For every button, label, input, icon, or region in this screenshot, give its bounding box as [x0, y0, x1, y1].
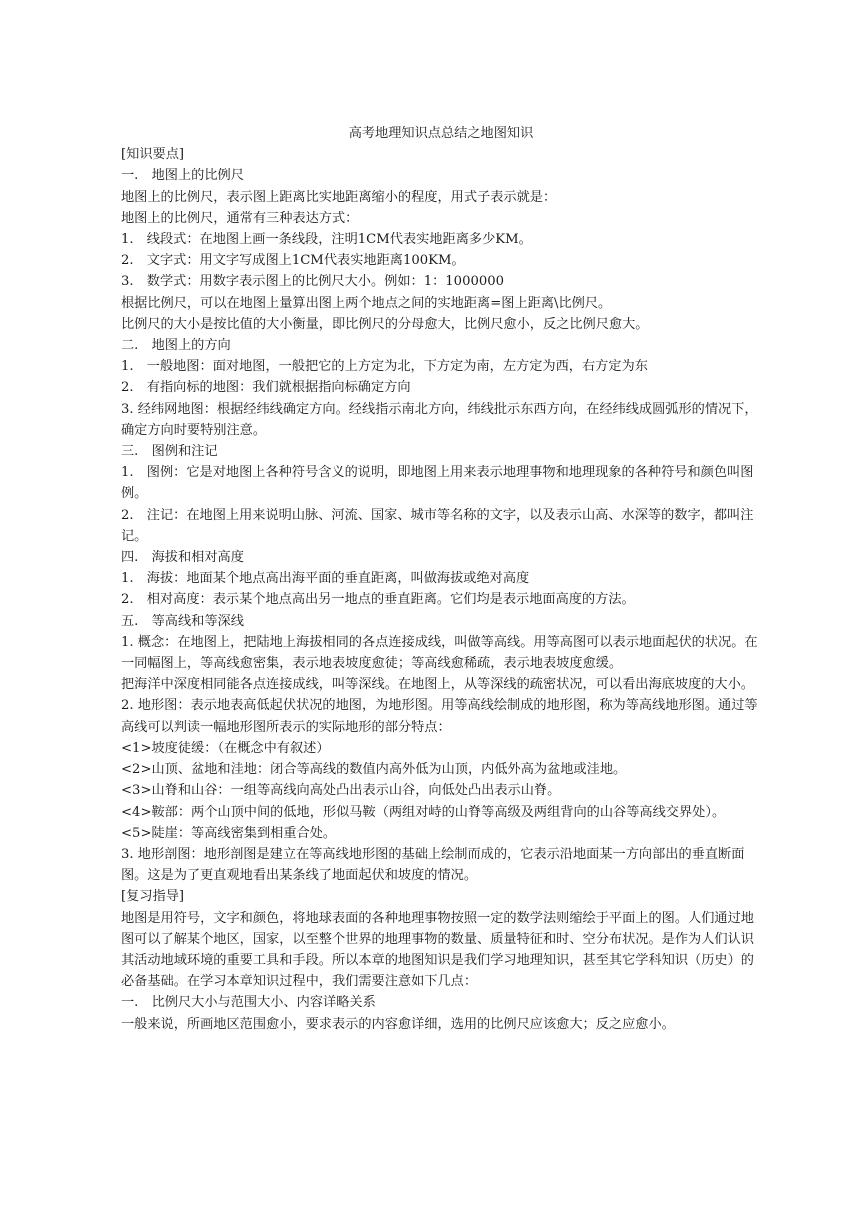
- list-item: 1. 一般地图：面对地图，一般把它的上方定为北，下方定为南，左方定为西，右方定为东: [121, 359, 648, 375]
- sub-item: <1>坡度徒缓：（在概念中有叙述）: [121, 740, 330, 756]
- list-item: 1. 图例：它是对地图上各种符号含义的说明，即地图上用来表示地理事物和地理现象的各种符号和颜色叫图例。: [121, 465, 754, 502]
- paragraph: 地图是用符号，文字和颜色，将地球表面的各种地理事物按照一定的数学法则缩绘于平面上的图。人们通过地图可以了解某个地区，国家，以至整个世界的地理事物的数量、质量特征和时、空分布状况。是作为人们认识其活动地域环境的重要工具和手段。所以本章的地图知识是我们学习地理知识，甚至其它学科知识（历史）的必备基础。在学习本章知识过程中，我们需要注意如下几点：: [121, 910, 754, 990]
- list-item: 2. 注记：在地图上用来说明山脉、河流、国家、城市等名称的文字，以及表示山高、水深等的数字，都叫注记。: [121, 507, 754, 544]
- document-title: 高考地理知识点总结之地图知识: [348, 126, 534, 141]
- paragraph: 一般来说，所画地区范围愈小，要求表示的内容愈详细，选用的比例尺应该愈大；反之应愈小。: [121, 1016, 675, 1032]
- list-item: 2. 地形图：表示地表高低起伏状况的地图，为地形图。用等高线绘制成的地形图，称为等高线地形图。通过等高线可以判读一幅地形图所表示的实际地形的部分特点：: [121, 698, 758, 735]
- list-item: 2. 有指向标的地图：我们就根据指向标确定方向: [121, 380, 411, 396]
- paragraph: 地图上的比例尺，表示图上距离比实地距离缩小的程度，用式子表示就是：: [121, 189, 557, 205]
- section-label-review-guide: [复习指导]: [121, 889, 185, 905]
- list-item: 2. 文字式：用文字写成图上1CM代表实地距离100KM。: [121, 253, 465, 269]
- heading-scale: 一. 地图上的比例尺: [121, 168, 244, 184]
- heading-legend: 三. 图例和注记: [121, 444, 218, 460]
- list-item: 1. 海拔：地面某个地点高出海平面的垂直距离，叫做海拔或绝对高度: [121, 571, 530, 587]
- sub-item: <5>陡崖：等高线密集到相重合处。: [121, 825, 337, 841]
- list-item: 1. 线段式：在地图上画一条线段，注明1CM代表实地距离多少KM。: [121, 232, 532, 248]
- heading-scale-relationship: 一. 比例尺大小与范围大小、内容详略关系: [121, 995, 376, 1011]
- document-body: [121, 123, 761, 1035]
- sub-item: <4>鞍部：两个山顶中间的低地，形似马鞍（两组对峙的山脊等高级及两组背向的山谷等高线交界处）。: [121, 804, 726, 820]
- sub-item: <3>山脊和山谷：一组等高线向高处凸出表示山谷，向低处凸出表示山脊。: [121, 783, 561, 799]
- list-item: 3. 经纬网地图：根据经纬线确定方向。经线指示南北方向，纬线批示东西方向，在经纬线成圆弧形的情况下，确定方向时要特别注意。: [121, 401, 758, 438]
- heading-elevation: 四. 海拔和相对高度: [121, 550, 244, 566]
- paragraph: 把海洋中深度相同能各点连接成线，叫等深线。在地图上，从等深线的疏密状况，可以看出海底坡度的大小。: [121, 677, 754, 693]
- list-item: 3. 地形剖图：地形剖图是建立在等高线地形图的基础上绘制而成的，它表示沿地面某一方向部出的垂直断面图。这是为了更直观地看出某条线了地面起伏和坡度的情况。: [121, 846, 745, 884]
- list-item: 1. 概念：在地图上，把陆地上海拔相同的各点连接成线，叫做等高线。用等高图可以表示地面起伏的状况。在一同幅图上，等高线愈密集，表示地表坡度愈徒；等高线愈稀疏，表示地表坡度愈缓。: [121, 634, 758, 672]
- section-label-knowledge-points: [知识要点]: [121, 147, 185, 163]
- heading-contour: 五. 等高线和等深线: [121, 613, 244, 629]
- paragraph: 根据比例尺，可以在地图上量算出图上两个地点之间的实地距离=图上距离\比例尺。: [121, 295, 612, 311]
- paragraph: 地图上的比例尺，通常有三种表达方式：: [121, 210, 359, 226]
- sub-item: <2>山顶、盆地和洼地：闭合等高线的数值内高外低为山顶，内低外高为盆地或洼地。: [121, 762, 627, 778]
- list-item: 2. 相对高度：表示某个地点高出另一地点的垂直距离。它们均是表示地面高度的方法。: [121, 592, 635, 608]
- list-item: 3. 数学式：用数字表示图上的比例尺大小。例如：1：1000000: [121, 274, 505, 290]
- heading-direction: 二. 地图上的方向: [121, 338, 231, 354]
- paragraph: 比例尺的大小是按比值的大小衡量，即比例尺的分母愈大，比例尺愈小，反之比例尺愈大。: [121, 316, 649, 332]
